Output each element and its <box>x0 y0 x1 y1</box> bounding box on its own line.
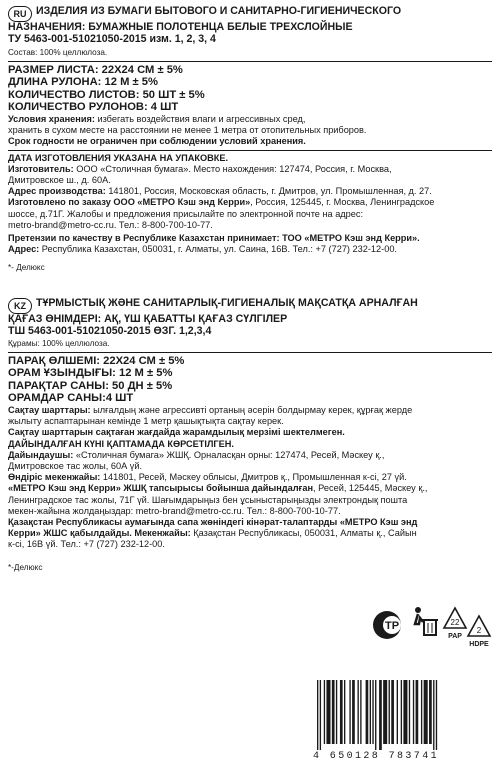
ru-address: Адрес производства: 141801, Россия, Московская область, г. Дмитров, ул. Промышленная, д. 27. <box>8 186 432 197</box>
divider <box>8 150 492 151</box>
ru-order-2: шоссе, д.71Г. Жалобы и предложения присылайте по электронной почте на адрес: <box>8 208 364 219</box>
kz-storage: Сақтау шарттары: ылғалдың және агрессивті ортаның әсерін болдырмау керек, құрғақ жерде <box>8 404 413 415</box>
kz-sheets: ПАРАҚТАР САНЫ: 50 ДН ± 5% <box>8 379 173 392</box>
barcode-bar <box>403 680 407 744</box>
kz-claims-2: Керри» ЖШС қабылдайды. Мекенжайы: Қазақстан Республикасы, 050031, Алматы қ., Сайын <box>8 528 417 539</box>
kz-order: «МЕТРО Кэш энд Керри» ЖШҚ тапсырысы бойынша дайындалған, Ресей, 125445, Мәскеу қ., <box>8 483 428 494</box>
kz-roll-length: ОРАМ ҰЗЫНДЫҒЫ: 12 М ± 5% <box>8 367 173 380</box>
ru-title: RU ИЗДЕЛИЯ ИЗ БУМАГИ БЫТОВОГО И САНИТАРНО-ГИГИЕНИЧЕСКОГО НАЗНАЧЕНИЯ: БУМАЖНЫЕ ПОЛОТЕНЦА БЕЛЫЕ ТРЕХСЛОЙНЫЕ ТУ 5463-001-51021050-2015 изм. 1, 2, 3, 4 <box>8 5 402 45</box>
kz-address-2: к-сі, 16В үй. Тел.: +7 (727) 232-12-00. <box>8 539 165 550</box>
ru-order: Изготовлено по заказу ООО «МЕТРО Кэш энд Керри», Россия, 125445, г. Москва, Ленинградское <box>8 197 435 208</box>
kz-size: ПАРАҚ ӨЛШЕМІ: 22Х24 СМ ± 5% <box>8 354 185 367</box>
kz-note: *-Делюкс <box>8 562 43 572</box>
barcode-bar <box>372 680 373 744</box>
kz-maker-2: Дмитровское тас жолы, 60А үй. <box>8 460 143 471</box>
ru-size: РАЗМЕР ЛИСТА: 22Х24 СМ ± 5% <box>8 63 183 76</box>
kz-order-2: Ленинградское тас жолы, 71Г үй. Шағымдарыңыз бен ұсыныстарыңызды электрондық пошта <box>8 494 408 505</box>
ru-section <box>8 6 492 274</box>
barcode-bar <box>409 680 410 744</box>
barcode-bar <box>413 680 414 744</box>
ru-roll-length: ДЛИНА РУЛОНА: 12 М ± 5% <box>8 76 158 89</box>
ru-kz-claims: Претензии по качеству в Республике Казахстан принимает: ТОО «МЕТРО Кэш энд Керри». <box>8 233 420 243</box>
svg-text:22: 22 <box>450 618 460 627</box>
kz-date: ДАЙЫНДАЛҒАН КҮНІ ҚАПТАМАДА КӨРСЕТІЛГЕН. <box>8 438 234 449</box>
svg-text:2: 2 <box>476 626 482 635</box>
barcode-digits: 4 650128 783741 <box>313 751 440 762</box>
barcode-bar <box>424 680 428 744</box>
kz-order-3: мекен-жайына жолдаңыздар: metro-brand@metro-cc.ru. Тел.: 8-800-700-10-77. <box>8 505 341 516</box>
ru-composition: Состав: 100% целлюлоза. <box>8 48 108 58</box>
divider <box>8 61 492 62</box>
ru-note: *- Делюкс <box>8 263 45 273</box>
barcode-bar <box>317 680 318 750</box>
barcode-bars <box>315 680 490 750</box>
ru-kz-address: Адрес: Республика Казахстан, 050031, г. Алматы, ул. Саина, 16В. Тел.: +7 (727) 232-12-00. <box>8 244 397 255</box>
barcode-bar <box>416 680 419 744</box>
ru-rolls: КОЛИЧЕСТВО РУЛОНОВ: 4 ШТ <box>8 101 179 114</box>
svg-text:ТР: ТР <box>384 620 400 632</box>
barcode-bar <box>344 680 345 744</box>
kz-composition: Құрамы: 100% целлюлоза. <box>8 339 110 349</box>
kz-address: Өндіріс мекенжайы: 141801, Ресей, Мәскеу облысы, Дмитров қ., Промышленная к-сі, 27 үй. <box>8 472 407 483</box>
ru-maker-2: Дмитровское ш., д. 60А. <box>8 174 111 185</box>
kz-section <box>8 298 492 573</box>
barcode-bar <box>389 680 390 744</box>
svg-text:HDPE: HDPE <box>469 641 489 648</box>
kz-rolls: ОРАМДАР САНЫ:4 ШТ <box>8 392 134 405</box>
recycle-pap-icon <box>442 606 468 640</box>
barcode-bar <box>326 680 330 744</box>
barcode-bar <box>360 680 361 744</box>
barcode-bar <box>436 680 437 750</box>
barcode-bar <box>397 680 398 744</box>
ru-sheets: КОЛИЧЕСТВО ЛИСТОВ: 50 ШТ ± 5% <box>8 88 205 101</box>
kz-title: KZ ТҰРМЫСТЫҚ ЖӘНЕ САНИТАРЛЫҚ-ГИГИЕНАЛЫҚ МАҚСАТҚА АРНАЛҒАН ҚАҒАЗ ӨНІМДЕРІ: АҚ, ҮШ ҚАБАТТЫ ҚАҒАЗ СҮЛГІЛЕР ТШ 5463-001-51021050-2015 ӨЗГ. 1,2,3,4 <box>8 297 418 337</box>
barcode-bar <box>366 680 369 744</box>
kz-maker: Дайындаушы: «Столичная бумага» ЖШҚ. Орналасқан орны: 127474, Ресей, Мәскеу қ., <box>8 449 385 460</box>
barcode-bar <box>352 680 355 744</box>
barcode-bar <box>324 680 325 744</box>
divider <box>8 352 492 353</box>
eac-mark-icon <box>372 608 406 642</box>
kz-storage-2: жылыту аспаптарынан кемінде 1 метр қашықтықта сақтау керек. <box>8 416 284 427</box>
recycling-icons <box>372 606 489 648</box>
barcode-bar <box>349 680 350 744</box>
barcode-bar <box>401 680 402 744</box>
barcode-bar <box>340 680 343 744</box>
ru-shelf-life: Срок годности не ограничен при соблюдении условий хранения. <box>8 136 306 147</box>
ru-storage-2: хранить в сухом месте на расстоянии не менее 1 метра от отопительных приборов. <box>8 125 367 136</box>
trash-bin-icon <box>410 606 440 640</box>
ru-maker: Изготовитель: ООО «Столичная бумага». Место нахождения: 127474, Россия, г. Москва, <box>8 163 392 174</box>
ru-badge: RU <box>8 6 32 22</box>
barcode-bar <box>421 680 422 744</box>
kz-shelf-life: Сақтау шарттарын сақтаған жағдайда жарамдылық мерзімі шектелмеген. <box>8 427 345 438</box>
barcode-bar <box>332 680 335 744</box>
barcode-bar <box>433 680 434 750</box>
kz-badge: KZ <box>8 298 32 314</box>
barcode-bar <box>370 680 371 744</box>
barcode-bar <box>383 680 387 744</box>
barcode-bar <box>358 680 359 744</box>
barcode-bar <box>320 680 321 750</box>
ru-date: ДАТА ИЗГОТОВЛЕНИЯ УКАЗАНА НА УПАКОВКЕ. <box>8 152 229 163</box>
ru-storage: Условия хранения: избегать воздействия влаги и агрессивных сред, <box>8 113 306 124</box>
kz-claims: Қазақстан Республикасы аумағында сапа жөніндегі кінәрат-талаптарды «МЕТРО Кэш энд <box>8 517 418 527</box>
barcode-bar <box>379 680 382 750</box>
barcode-bar <box>375 680 376 750</box>
barcode-bar <box>336 680 337 744</box>
recycle-hdpe-icon <box>466 614 492 648</box>
barcode-bar <box>429 680 432 744</box>
svg-text:PAP: PAP <box>448 633 462 640</box>
ru-order-3: metro-brand@metro-cc.ru. Тел.: 8-800-700-10-77. <box>8 219 213 230</box>
barcode-bar <box>391 680 394 744</box>
